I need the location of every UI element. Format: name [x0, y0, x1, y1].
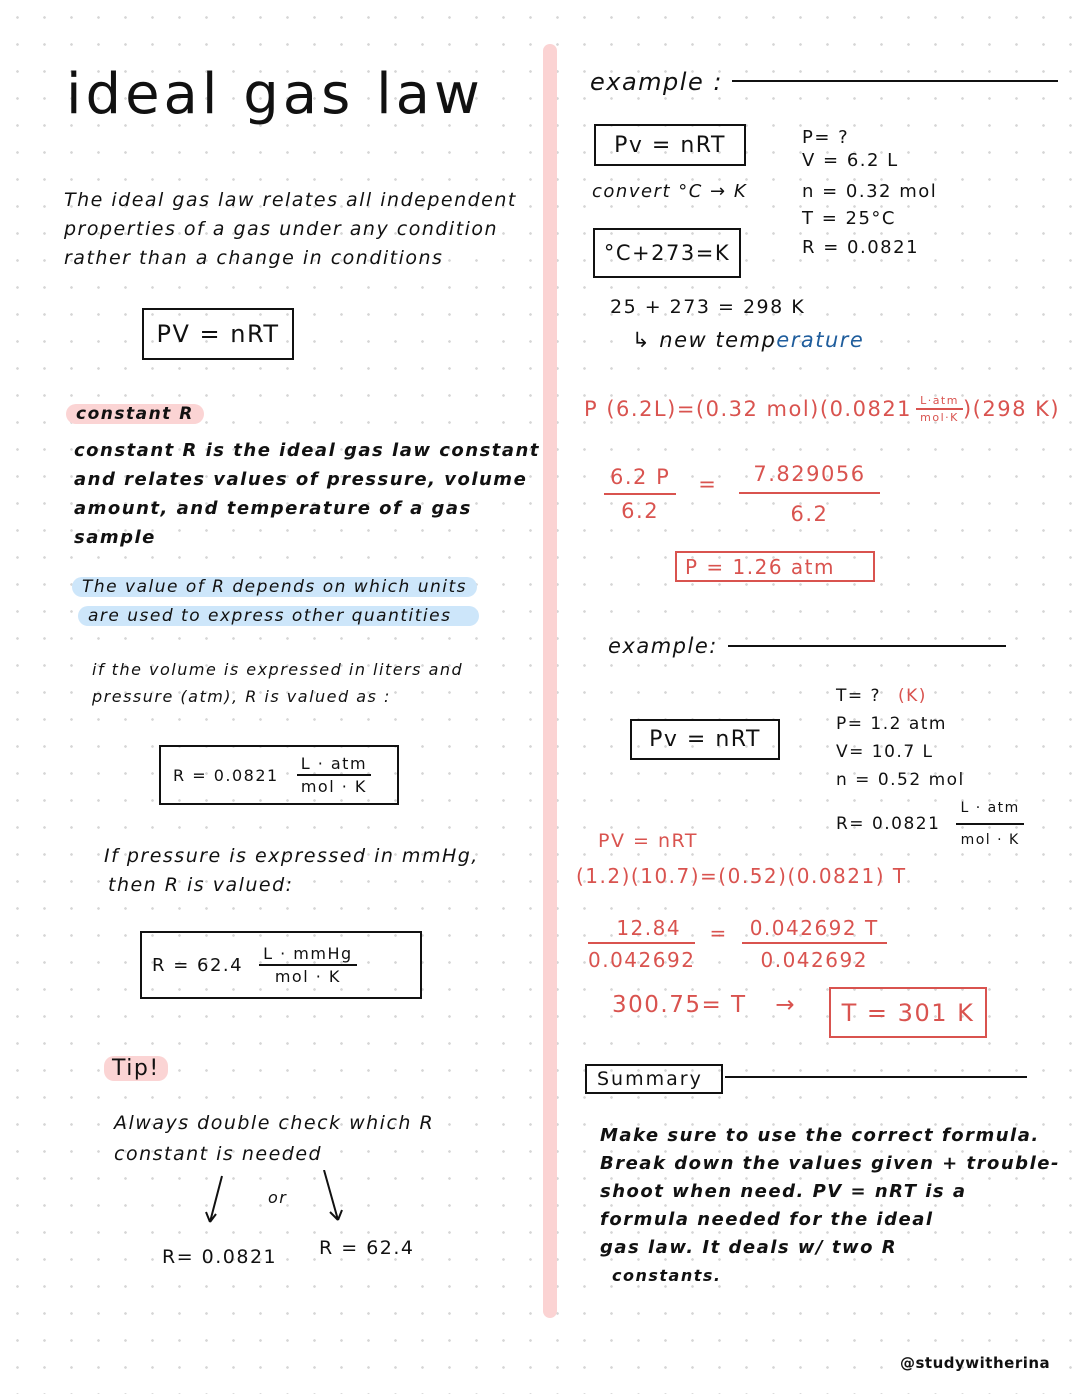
- intro-line: The ideal gas law relates all independent: [64, 189, 517, 211]
- intro-paragraph: [64, 186, 517, 273]
- tip-line: Always double check which R: [114, 1112, 435, 1134]
- example-1-givens: [802, 122, 937, 263]
- step-lhs-den: 0.042692: [588, 948, 696, 972]
- given-r: R= 0.0821: [836, 814, 941, 834]
- new-temp-note-prefix: ↳ new temp: [632, 328, 777, 352]
- example-1-step: [604, 462, 880, 526]
- summary-line: constants.: [612, 1266, 722, 1285]
- mmhg-note-line: then R is valued:: [108, 874, 294, 896]
- step-lhs-num: 12.84: [588, 916, 695, 944]
- tip-heading: [104, 1056, 168, 1081]
- summary-line: Break down the values given + trouble-: [600, 1153, 1060, 1174]
- liters-note-line: if the volume is expressed in liters and: [92, 660, 464, 679]
- r-mmhg-value: R = 62.4: [152, 954, 244, 976]
- mmhg-note-line: If pressure is expressed in mmHg,: [104, 845, 479, 867]
- tip-option-r-atm: R= 0.0821: [162, 1246, 278, 1268]
- equation-unit-num: L·atm: [916, 394, 963, 410]
- author-handle: @studywitherina: [900, 1354, 1051, 1372]
- given-r-unit-num: L · atm: [956, 794, 1023, 825]
- r-atm-unit-num: L · atm: [297, 754, 371, 776]
- main-formula: PV = nRT: [156, 320, 280, 348]
- equation-lhs: P (6.2L)=(0.32 mol)(0.0821: [584, 397, 913, 421]
- tip-heading-text: Tip!: [104, 1056, 168, 1081]
- tip-text: [114, 1108, 434, 1170]
- summary-line: shoot when need. PV = nRT is a: [600, 1181, 967, 1202]
- equation-unit-den: mol·K: [920, 411, 959, 424]
- constant-line: constant R is the ideal gas law constant: [74, 440, 540, 461]
- example-2-rule: [728, 645, 1006, 647]
- convert-label: convert °C → K: [592, 181, 748, 202]
- tip-line: constant is needed: [114, 1143, 323, 1165]
- example-2-givens: [836, 682, 1024, 854]
- summary-line: Make sure to use the correct formula.: [600, 1125, 1040, 1146]
- example-1-rule: [732, 80, 1058, 82]
- r-atm-unit-den: mol · K: [300, 777, 367, 796]
- example-2-work-2: (1.2)(10.7)=(0.52)(0.0821) T: [576, 864, 907, 888]
- step-rhs-den: 6.2: [790, 502, 829, 526]
- r-mmhg-unit-den: mol · K: [274, 967, 341, 986]
- step-equals: =: [709, 921, 728, 945]
- example-2-step: [588, 916, 887, 972]
- new-temp-note: [632, 328, 864, 352]
- step-lhs-num: 6.2 P: [604, 465, 676, 495]
- example-1-heading: example :: [590, 68, 723, 96]
- example-2-formula: Pv = nRT: [649, 727, 761, 752]
- example-2-answer-box: [829, 987, 987, 1038]
- units-note: [72, 573, 479, 631]
- units-note-line: are used to express other quantities: [78, 606, 479, 626]
- liters-note: [92, 656, 463, 710]
- summary-line: formula needed for the ideal: [600, 1209, 934, 1230]
- given-p: P= 1.2 atm: [836, 714, 947, 734]
- r-atm-box: [159, 745, 399, 805]
- given-r: R = 0.0821: [802, 237, 920, 258]
- given-v: V = 6.2 L: [802, 150, 899, 171]
- constant-r-heading: [66, 404, 204, 424]
- example-1-formula-box: [594, 124, 746, 166]
- example-1-formula: Pv = nRT: [614, 132, 726, 158]
- given-v: V= 10.7 L: [836, 742, 934, 762]
- new-temp-note-suffix: erature: [776, 328, 865, 352]
- r-mmhg-unit-num: L · mmHg: [259, 944, 357, 966]
- page-title: ideal gas law: [66, 62, 484, 127]
- constant-r-paragraph: [74, 436, 540, 552]
- summary-heading-box: [585, 1064, 723, 1094]
- tip-option-r-mmhg: R = 62.4: [319, 1237, 415, 1259]
- given-t: T = 25°C: [802, 208, 896, 229]
- or-label: or: [268, 1188, 288, 1207]
- example-2-heading: example:: [608, 634, 718, 658]
- step-rhs-num: 0.042692 T: [742, 916, 887, 944]
- step-equals: =: [698, 472, 718, 496]
- example-1-answer: P = 1.26 atm: [685, 554, 836, 579]
- r-atm-value: R = 0.0821: [173, 765, 279, 785]
- r-mmhg-box: [140, 931, 422, 999]
- constant-line: and relates values of pressure, volume: [74, 469, 528, 490]
- constant-r-heading-text: constant R: [66, 404, 204, 424]
- liters-note-line: pressure (atm), R is valued as :: [92, 687, 391, 706]
- example-2-result: [612, 992, 796, 1018]
- units-note-line: The value of R depends on which units: [72, 577, 477, 597]
- example-1-answer-box: [675, 551, 875, 582]
- given-n: n = 0.52 mol: [836, 770, 965, 790]
- column-divider: [543, 44, 557, 1318]
- constant-line: sample: [74, 527, 156, 548]
- given-r-unit-den: mol · K: [960, 832, 1020, 848]
- given-t-unit: (K): [897, 686, 927, 706]
- given-t: T= ?: [836, 686, 882, 706]
- equation-rhs: )(298 K): [962, 397, 1061, 421]
- main-formula-box: [142, 308, 294, 360]
- result-value: 300.75= T: [612, 992, 747, 1018]
- example-2-work-1: PV = nRT: [598, 830, 698, 852]
- mmhg-note: [104, 842, 479, 900]
- summary-line: gas law. It deals w/ two R: [600, 1237, 898, 1258]
- constant-line: amount, and temperature of a gas: [74, 498, 472, 519]
- example-2-answer: T = 301 K: [841, 998, 975, 1027]
- step-lhs-den: 6.2: [621, 499, 660, 523]
- intro-line: rather than a change in conditions: [64, 247, 444, 269]
- step-rhs-num: 7.829056: [739, 462, 879, 494]
- convert-formula: °C+273=K: [603, 241, 731, 265]
- arrow-right-icon: →: [775, 992, 797, 1018]
- summary-rule: [725, 1076, 1027, 1078]
- summary-heading: Summary: [597, 1068, 703, 1090]
- example-2-formula-box: [630, 719, 780, 760]
- kelvin-calc: 25 + 273 = 298 K: [610, 296, 806, 318]
- intro-line: properties of a gas under any condition: [64, 218, 499, 240]
- example-1-equation: [584, 394, 1060, 424]
- given-p: P= ?: [802, 127, 850, 148]
- convert-formula-box: [593, 228, 741, 278]
- summary-paragraph: [600, 1122, 1060, 1290]
- given-n: n = 0.32 mol: [802, 181, 938, 202]
- step-rhs-den: 0.042692: [760, 948, 868, 972]
